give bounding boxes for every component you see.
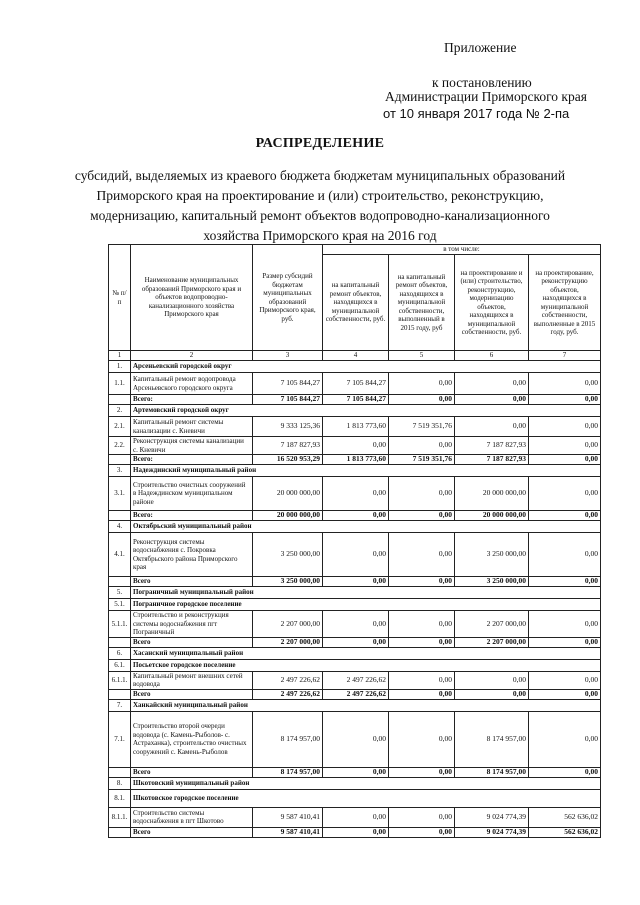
- total-amount-cell: 0,00: [529, 577, 601, 587]
- document-subtitle: [70, 166, 570, 246]
- column-number: 5: [389, 351, 455, 361]
- group-row: [109, 465, 601, 477]
- amount-cell: 20 000 000,00: [253, 477, 323, 511]
- subsidy-distribution-table: [108, 244, 601, 838]
- total-amount-cell: 0,00: [529, 455, 601, 465]
- amount-cell: 0,00: [529, 477, 601, 511]
- total-amount-cell: 0,00: [389, 637, 455, 647]
- amount-cell: 0,00: [389, 437, 455, 455]
- total-amount-cell: 0,00: [529, 637, 601, 647]
- total-amount-cell: 1 813 773,60: [323, 455, 389, 465]
- amount-cell: 0,00: [389, 711, 455, 767]
- row-number: 1.1.: [109, 373, 131, 395]
- row-number: 2.2.: [109, 437, 131, 455]
- header-num: № п/п: [109, 245, 131, 351]
- total-label: Всего: [131, 689, 253, 699]
- table-row: [109, 437, 601, 455]
- amount-cell: 7 105 844,27: [323, 373, 389, 395]
- total-amount-cell: 20 000 000,00: [253, 511, 323, 521]
- total-amount-cell: 7 105 844,27: [253, 395, 323, 405]
- total-label: Всего: [131, 637, 253, 647]
- amount-cell: 0,00: [529, 533, 601, 577]
- header-design-construction: на проектирование и (или) строительство, реконструкцию, модернизацию объектов, находящихся в муниципальной собственности, руб.: [455, 255, 529, 351]
- total-amount-cell: 3 250 000,00: [253, 577, 323, 587]
- table-row: [109, 711, 601, 767]
- amount-cell: 0,00: [323, 711, 389, 767]
- total-amount-cell: 20 000 000,00: [455, 511, 529, 521]
- column-number: 6: [455, 351, 529, 361]
- total-row: [109, 827, 601, 837]
- amount-cell: 0,00: [323, 437, 389, 455]
- total-amount-cell: 0,00: [529, 395, 601, 405]
- amount-cell: 2 497 226,62: [253, 671, 323, 689]
- document-title: РАСПРЕДЕЛЕНИЕ: [255, 136, 385, 151]
- total-label: Всего: [131, 577, 253, 587]
- column-number: 2: [131, 351, 253, 361]
- total-amount-cell: 0,00: [389, 689, 455, 699]
- object-name: Строительство очистных сооружений в Надеждинском муниципальном районе: [131, 477, 253, 511]
- total-amount-cell: 0,00: [389, 577, 455, 587]
- total-amount-cell: 8 174 957,00: [455, 767, 529, 777]
- amount-cell: 0,00: [529, 711, 601, 767]
- amount-cell: 0,00: [529, 437, 601, 455]
- group-name: Хасанский муниципальный район: [131, 647, 601, 659]
- amount-cell: 0,00: [455, 671, 529, 689]
- total-amount-cell: 2 207 000,00: [253, 637, 323, 647]
- object-name: Капитальный ремонт системы канализации с. Кневичи: [131, 417, 253, 437]
- total-amount-cell: 3 250 000,00: [455, 577, 529, 587]
- row-number: 6.1.: [109, 659, 131, 671]
- group-row: [109, 647, 601, 659]
- total-amount-cell: 0,00: [389, 511, 455, 521]
- amount-cell: 1 813 773,60: [323, 417, 389, 437]
- row-number-empty: [109, 455, 131, 465]
- amount-cell: 7 187 827,93: [455, 437, 529, 455]
- row-number: 4.1.: [109, 533, 131, 577]
- row-number-empty: [109, 827, 131, 837]
- amount-cell: 0,00: [529, 611, 601, 638]
- amount-cell: 0,00: [529, 671, 601, 689]
- table-row: [109, 417, 601, 437]
- subtitle-line: хозяйства Приморского края на 2016 год: [203, 228, 437, 243]
- amount-cell: 0,00: [455, 417, 529, 437]
- group-name: Пограничное городское поселение: [131, 599, 601, 611]
- group-row: [109, 659, 601, 671]
- amount-cell: 0,00: [389, 373, 455, 395]
- header-subsidy-size: Размер субсидий бюджетам муниципальных образований Приморского края, руб.: [253, 245, 323, 351]
- row-number-empty: [109, 511, 131, 521]
- object-name: Строительство второй очереди водовода (с. Камень-Рыболов- с. Астраханка), строительство очистных сооружений с. Камень-Рыболов: [131, 711, 253, 767]
- group-row: [109, 521, 601, 533]
- amount-cell: 0,00: [323, 611, 389, 638]
- group-row: [109, 599, 601, 611]
- row-number: 6.1.1.: [109, 671, 131, 689]
- row-number-empty: [109, 637, 131, 647]
- header-line-resolution: к постановлению: [432, 75, 532, 90]
- object-name: Капитальный ремонт водопровода Арсеньевского городского округа: [131, 373, 253, 395]
- group-name: Арсеньевский городской округ: [131, 361, 601, 373]
- header-line-attachment: Приложение: [444, 40, 517, 55]
- row-number: 3.1.: [109, 477, 131, 511]
- amount-cell: 9 024 774,39: [455, 807, 529, 827]
- group-name: Ханкайский муниципальный район: [131, 699, 601, 711]
- group-name: Посьетское городское поселение: [131, 659, 601, 671]
- group-row: [109, 777, 601, 789]
- group-name: Шкотовский муниципальный район: [131, 777, 601, 789]
- row-number: 4.: [109, 521, 131, 533]
- amount-cell: 3 250 000,00: [253, 533, 323, 577]
- total-amount-cell: 0,00: [455, 689, 529, 699]
- amount-cell: 0,00: [323, 533, 389, 577]
- header-name: Наименование муниципальных образований Приморского края и объектов водопроводно-канализационного хозяйства Приморского края: [131, 245, 253, 351]
- row-number-empty: [109, 767, 131, 777]
- table-row: [109, 373, 601, 395]
- amount-cell: 0,00: [389, 533, 455, 577]
- total-label: Всего:: [131, 395, 253, 405]
- group-name: Надеждинский муниципальный район: [131, 465, 601, 477]
- row-number: 8.1.1.: [109, 807, 131, 827]
- amount-cell: 0,00: [529, 373, 601, 395]
- group-row: [109, 405, 601, 417]
- total-row: [109, 637, 601, 647]
- column-number: 7: [529, 351, 601, 361]
- group-name: Шкотовское городское поселение: [131, 789, 601, 807]
- group-name: Пограничный муниципальный район: [131, 587, 601, 599]
- amount-cell: 0,00: [389, 807, 455, 827]
- amount-cell: 9 587 410,41: [253, 807, 323, 827]
- amount-cell: 20 000 000,00: [455, 477, 529, 511]
- object-name: Реконструкция системы канализации с. Кневичи: [131, 437, 253, 455]
- header-capital-repair: на капитальный ремонт объектов, находящихся в муниципальной собственности, руб.: [323, 255, 389, 351]
- amount-cell: 0,00: [529, 417, 601, 437]
- row-number-empty: [109, 577, 131, 587]
- row-number: 8.1.: [109, 789, 131, 807]
- total-label: Всего:: [131, 455, 253, 465]
- total-amount-cell: 7 105 844,27: [323, 395, 389, 405]
- subtitle-line: Приморского края на проектирование и (или) строительство, реконструкцию,: [96, 188, 544, 203]
- table-row: [109, 807, 601, 827]
- row-number: 7.: [109, 699, 131, 711]
- total-amount-cell: 0,00: [389, 395, 455, 405]
- total-amount-cell: 0,00: [529, 689, 601, 699]
- subtitle-line: модернизацию, капитальный ремонт объектов водопроводно-канализационного: [90, 208, 550, 223]
- total-amount-cell: 7 187 827,93: [455, 455, 529, 465]
- table-row: [109, 671, 601, 689]
- total-row: [109, 395, 601, 405]
- subtitle-line: субсидий, выделяемых из краевого бюджета бюджетам муниципальных образований: [74, 168, 566, 183]
- amount-cell: 9 333 125,36: [253, 417, 323, 437]
- total-amount-cell: 0,00: [323, 637, 389, 647]
- total-amount-cell: 0,00: [455, 395, 529, 405]
- object-name: Строительство системы водоснабжения в пгт Шкотово: [131, 807, 253, 827]
- total-label: Всего: [131, 827, 253, 837]
- amount-cell: 0,00: [455, 373, 529, 395]
- total-amount-cell: 16 520 953,29: [253, 455, 323, 465]
- total-amount-cell: 8 174 957,00: [253, 767, 323, 777]
- amount-cell: 8 174 957,00: [455, 711, 529, 767]
- total-row: [109, 577, 601, 587]
- total-amount-cell: 9 587 410,41: [253, 827, 323, 837]
- amount-cell: 562 636,02: [529, 807, 601, 827]
- total-amount-cell: 2 207 000,00: [455, 637, 529, 647]
- amount-cell: 0,00: [389, 477, 455, 511]
- total-label: Всего: [131, 767, 253, 777]
- total-amount-cell: 0,00: [529, 511, 601, 521]
- total-amount-cell: 0,00: [323, 511, 389, 521]
- total-amount-cell: 2 497 226,62: [323, 689, 389, 699]
- total-amount-cell: 0,00: [389, 827, 455, 837]
- total-label: Всего:: [131, 511, 253, 521]
- amount-cell: 7 519 351,76: [389, 417, 455, 437]
- object-name: Строительство и реконструкция системы водоснабжения пгт Пограничный: [131, 611, 253, 638]
- group-name: Артемовский городской округ: [131, 405, 601, 417]
- total-row: [109, 511, 601, 521]
- table-row: [109, 533, 601, 577]
- table-row: [109, 477, 601, 511]
- total-amount-cell: 0,00: [389, 767, 455, 777]
- table-body: [109, 361, 601, 838]
- amount-cell: 7 187 827,93: [253, 437, 323, 455]
- total-amount-cell: 0,00: [323, 827, 389, 837]
- group-row: [109, 789, 601, 807]
- total-amount-cell: 9 024 774,39: [455, 827, 529, 837]
- row-number-empty: [109, 689, 131, 699]
- total-amount-cell: 2 497 226,62: [253, 689, 323, 699]
- group-row: [109, 699, 601, 711]
- group-name: Октябрьский муниципальный район: [131, 521, 601, 533]
- group-row: [109, 587, 601, 599]
- total-row: [109, 455, 601, 465]
- row-number: 6.: [109, 647, 131, 659]
- total-amount-cell: 0,00: [529, 767, 601, 777]
- row-number: 5.1.1.: [109, 611, 131, 638]
- total-amount-cell: 0,00: [323, 767, 389, 777]
- row-number: 3.: [109, 465, 131, 477]
- total-row: [109, 689, 601, 699]
- row-number: 8.: [109, 777, 131, 789]
- amount-cell: 0,00: [389, 611, 455, 638]
- object-name: Реконструкция системы водоснабжения с. Покровка Октябрьского района Приморского края: [131, 533, 253, 577]
- group-row: [109, 361, 601, 373]
- total-amount-cell: 7 519 351,76: [389, 455, 455, 465]
- header-line-date: от 10 января 2017 года № 2-па: [383, 106, 570, 121]
- amount-cell: 8 174 957,00: [253, 711, 323, 767]
- row-number: 5.: [109, 587, 131, 599]
- header-including: в том числе:: [323, 245, 601, 255]
- amount-cell: 2 497 226,62: [323, 671, 389, 689]
- object-name: Капитальный ремонт внешних сетей водовода: [131, 671, 253, 689]
- column-number: 4: [323, 351, 389, 361]
- header-line-administration: Администрации Приморского края: [385, 89, 587, 104]
- row-number: 7.1.: [109, 711, 131, 767]
- column-number: 1: [109, 351, 131, 361]
- amount-cell: 7 105 844,27: [253, 373, 323, 395]
- table-row: [109, 611, 601, 638]
- amount-cell: 0,00: [389, 671, 455, 689]
- total-amount-cell: 0,00: [323, 577, 389, 587]
- amount-cell: 2 207 000,00: [253, 611, 323, 638]
- amount-cell: 0,00: [323, 477, 389, 511]
- total-row: [109, 767, 601, 777]
- amount-cell: 0,00: [323, 807, 389, 827]
- row-number: 1.: [109, 361, 131, 373]
- row-number: 2.: [109, 405, 131, 417]
- row-number-empty: [109, 395, 131, 405]
- amount-cell: 3 250 000,00: [455, 533, 529, 577]
- amount-cell: 2 207 000,00: [455, 611, 529, 638]
- column-number: 3: [253, 351, 323, 361]
- row-number: 5.1.: [109, 599, 131, 611]
- header-capital-repair-2015: на капитальный ремонт объектов, находящихся в муниципальной собственности, выполненный в 2015 году, руб: [389, 255, 455, 351]
- row-number: 2.1.: [109, 417, 131, 437]
- total-amount-cell: 562 636,02: [529, 827, 601, 837]
- header-design-2015: на проектирование, реконструкцию объектов, находящихся в муниципальной собственности, выполненные в 2015 году, руб.: [529, 255, 601, 351]
